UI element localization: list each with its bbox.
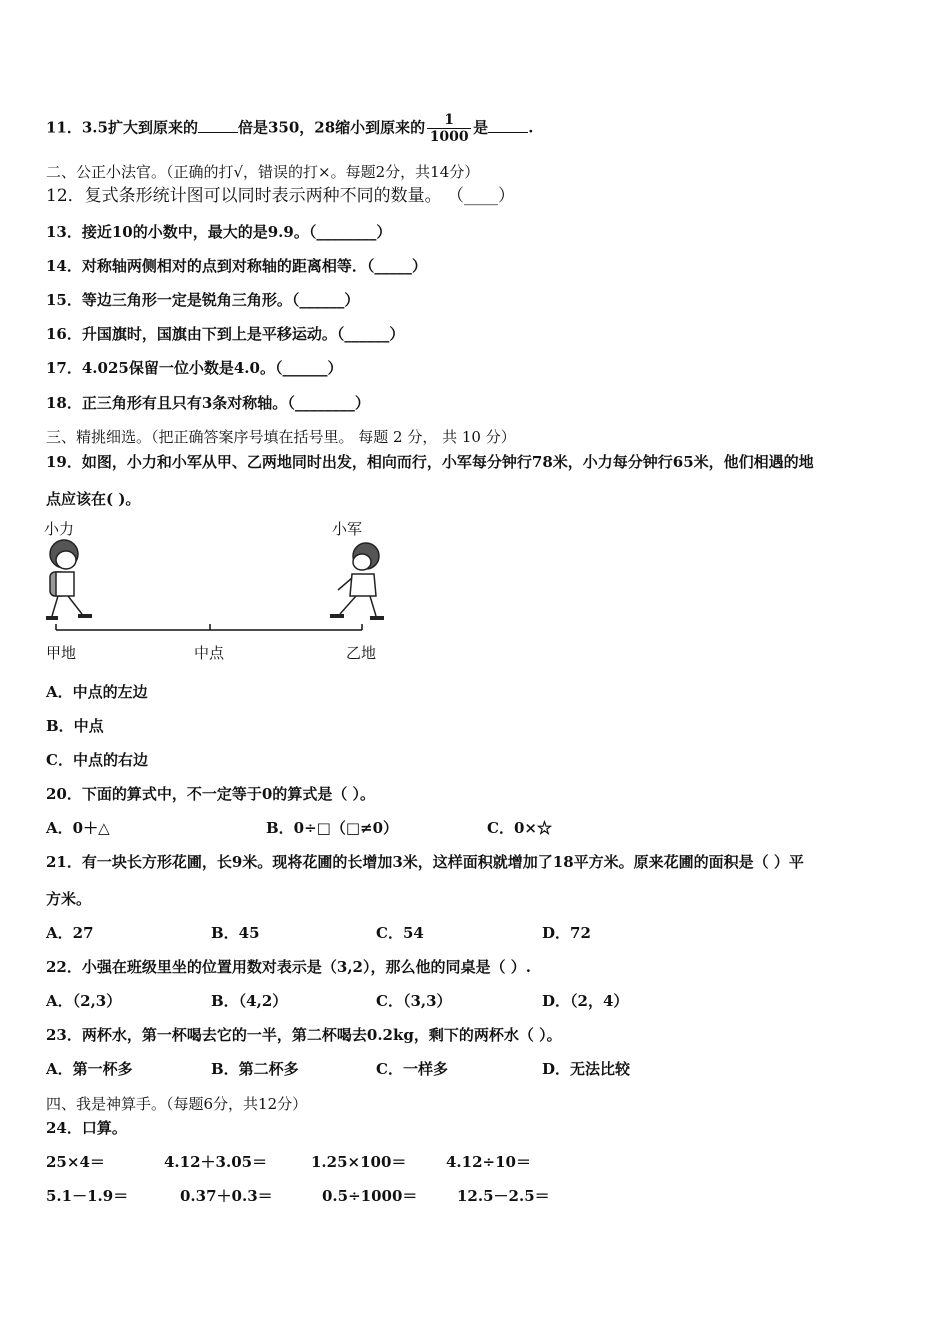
section-2-heading: 二、公正小法官。（正确的打√，错误的打×。每题2分，共14分） xyxy=(46,163,480,181)
calc-2: 4.12＋3.05＝ xyxy=(164,1153,268,1171)
q21-option-d: D．72 xyxy=(542,924,591,942)
label-xiaoli: 小力 xyxy=(44,520,75,538)
q19-option-c: C．中点的右边 xyxy=(46,751,148,769)
q19-option-b: B．中点 xyxy=(46,717,104,735)
question-21-line-1: 21．有一块长方形花圃，长9米。现将花圃的长增加3米，这样面积就增加了18平方米。原来花圃的面积是（ ）平 xyxy=(46,853,804,871)
question-22: 22．小强在班级里坐的位置用数对表示是（3,2），那么他的同桌是（ ）. xyxy=(46,958,531,976)
question-16: 16．升国旗时，国旗由下到上是平移运动。（______） xyxy=(46,325,405,343)
q11-text-1: 11．3.5扩大到原来的 xyxy=(46,118,198,137)
q11-text-2: 倍是350，28缩小到原来的 xyxy=(237,118,426,137)
q21-option-b: B．45 xyxy=(211,924,260,942)
question-19-line-1: 19．如图，小力和小军从甲、乙两地同时出发，相向而行，小军每分钟行78米，小力每分钟行65米，他们相遇的地 xyxy=(46,453,814,471)
calc-4: 4.12÷10＝ xyxy=(446,1153,531,1171)
question-14: 14．对称轴两侧相对的点到对称轴的距离相等．（_____） xyxy=(46,257,427,275)
q22-option-c: C．（3,3） xyxy=(376,992,452,1010)
q11-text-3: 是 xyxy=(473,118,489,137)
fraction-numerator: 1 xyxy=(444,112,455,128)
q20-option-c: C．0×☆ xyxy=(487,819,552,837)
q11-text-4: . xyxy=(528,118,534,137)
calc-8: 12.5－2.5＝ xyxy=(457,1187,550,1205)
question-24: 24．口算。 xyxy=(46,1119,127,1137)
label-xiaojun: 小军 xyxy=(332,520,363,538)
q19-option-a: A．中点的左边 xyxy=(46,683,148,701)
section-4-heading: 四、我是神算手。（每题6分，共12分） xyxy=(46,1095,308,1113)
question-23: 23．两杯水，第一杯喝去它的一半，第二杯喝去0.2kg，剩下的两杯水（ ）。 xyxy=(46,1026,562,1044)
q23-option-b: B．第二杯多 xyxy=(211,1060,299,1078)
question-21-line-2: 方米。 xyxy=(46,890,92,908)
fraction-denominator: 1000 xyxy=(429,129,469,145)
question-20: 20．下面的算式中，不一定等于0的算式是（ ）。 xyxy=(46,785,376,803)
question-18: 18．正三角形有且只有3条对称轴。（________） xyxy=(46,394,370,412)
label-start: 甲地 xyxy=(46,644,77,662)
section-3-heading: 三、精挑细选。（把正确答案序号填在括号里。 每题 2 分， 共 10 分） xyxy=(46,428,516,446)
q21-option-c: C．54 xyxy=(376,924,424,942)
question-11 xyxy=(46,112,533,145)
q20-option-a: A．0＋△ xyxy=(46,819,110,837)
q22-option-a: A．（2,3） xyxy=(46,992,122,1010)
fraction-1-1000 xyxy=(427,112,471,145)
boy-xiaoli-icon xyxy=(46,540,92,618)
question-15: 15．等边三角形一定是锐角三角形。（______） xyxy=(46,291,360,309)
q20-option-b: B．0÷□（□≠0） xyxy=(266,819,399,837)
label-end: 乙地 xyxy=(346,644,377,662)
calc-6: 0.37＋0.3＝ xyxy=(180,1187,273,1205)
q22-option-d: D．（2，4） xyxy=(542,992,629,1010)
question-19-line-2: 点应该在( )。 xyxy=(46,490,141,508)
question-13: 13．接近10的小数中，最大的是9.9。（________） xyxy=(46,223,392,241)
q23-option-a: A．第一杯多 xyxy=(46,1060,133,1078)
q21-option-a: A．27 xyxy=(46,924,94,942)
calc-5: 5.1－1.9＝ xyxy=(46,1187,129,1205)
q23-option-d: D．无法比较 xyxy=(542,1060,631,1078)
boy-xiaojun-icon xyxy=(330,543,384,618)
q22-option-b: B．（4,2） xyxy=(211,992,288,1010)
calc-1: 25×4＝ xyxy=(46,1153,105,1171)
q23-option-c: C．一样多 xyxy=(376,1060,448,1078)
label-midpoint: 中点 xyxy=(194,644,225,662)
question-12: 12．复式条形统计图可以同时表示两种不同的数量。 （____） xyxy=(46,186,516,206)
meeting-point-figure xyxy=(40,512,390,672)
calc-7: 0.5÷1000＝ xyxy=(322,1187,418,1205)
question-17: 17．4.025保留一位小数是4.0。（______） xyxy=(46,359,343,377)
calc-3: 1.25×100＝ xyxy=(311,1153,407,1171)
